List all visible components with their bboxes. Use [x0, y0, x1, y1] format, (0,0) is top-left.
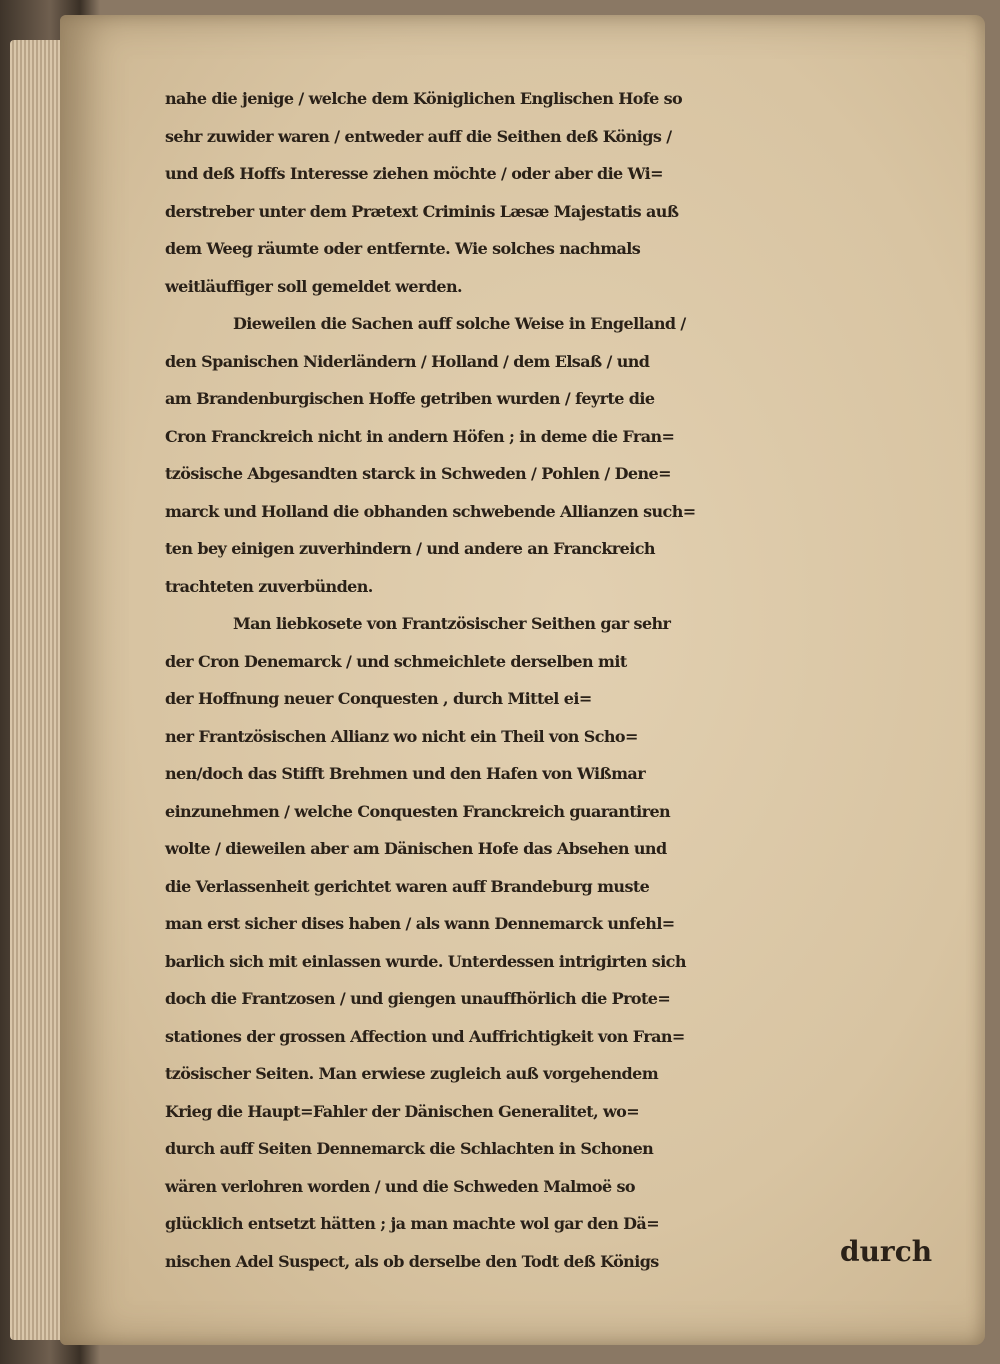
text-line: barlich sich mit einlassen wurde. Unterdessen intrigirten sich — [165, 951, 686, 971]
text-line: wolte / dieweilen aber am Dänischen Hofe das Absehen und — [165, 839, 667, 858]
text-line: Dieweilen die Sachen auff solche Weise in Engelland / — [233, 314, 686, 333]
text-line: stationes der grossen Affection und Auffrichtigkeit von Fran= — [165, 1026, 685, 1046]
text-line: einzunehmen / welche Conquesten Franckreich guarantiren — [165, 801, 671, 821]
text-line: tzösischer Seiten. Man erwiese zugleich auß vorgehendem — [165, 1064, 659, 1083]
text-line: dem Weeg räumte oder entfernte. Wie solches nachmals — [165, 239, 641, 258]
text-line: am Brandenburgischen Hoffe getriben wurden / feyrte die — [165, 389, 655, 408]
text-line: Cron Franckreich nicht in andern Höfen ; in deme die Fran= — [165, 426, 675, 446]
text-line: glücklich entsetzt hätten ; ja man machte wol gar den Dä= — [165, 1214, 660, 1233]
text-line: man erst sicher dises haben / als wann Dennemarck unfehl= — [165, 914, 675, 933]
text-line: Man liebkosete von Frantzösischer Seithen gar sehr — [233, 614, 671, 633]
catchword: durch — [840, 1235, 933, 1268]
text-line: tzösische Abgesandten starck in Schweden / Pohlen / Dene= — [165, 464, 671, 483]
text-line: und deß Hoffs Interesse ziehen möchte / oder aber die Wi= — [165, 164, 663, 183]
page-text — [165, 80, 965, 1280]
text-line: der Hoffnung neuer Conquesten , durch Mittel ei= — [165, 689, 592, 708]
text-line: trachteten zuverbünden. — [165, 576, 373, 596]
text-line: den Spanischen Niderländern / Holland / dem Elsaß / und — [165, 351, 650, 371]
text-line: marck und Holland die obhanden schwebende Allianzen such= — [165, 501, 696, 521]
text-line: nahe die jenige / welche dem Königlichen Englischen Hofe so — [165, 89, 683, 108]
text-line: durch auff Seiten Dennemarck die Schlachten in Schonen — [165, 1139, 654, 1158]
text-line: weitläuffiger soll gemeldet werden. — [165, 276, 462, 296]
text-line: ten bey einigen zuverhindern / und andere an Franckreich — [165, 539, 655, 558]
text-line: nischen Adel Suspect, als ob derselbe den Todt deß Königs — [165, 1251, 659, 1271]
text-line: ner Frantzösischen Allianz wo nicht ein Theil von Scho= — [165, 726, 638, 746]
text-line: der Cron Denemarck / und schmeichlete derselben mit — [165, 651, 627, 671]
text-line: wären verlohren worden / und die Schweden Malmoë so — [165, 1176, 635, 1196]
text-line: die Verlassenheit gerichtet waren auff Brandeburg muste — [165, 876, 650, 896]
text-line: nen/doch das Stifft Brehmen und den Hafen von Wißmar — [165, 764, 646, 783]
text-line: Krieg die Haupt=Fahler der Dänischen Generalitet, wo= — [165, 1101, 640, 1121]
text-line: sehr zuwider waren / entweder auff die Seithen deß Königs / — [165, 126, 672, 146]
text-line: doch die Frantzosen / und giengen unauffhörlich die Prote= — [165, 989, 671, 1008]
text-line: derstreber unter dem Prætext Criminis Læsæ Majestatis auß — [165, 201, 679, 221]
